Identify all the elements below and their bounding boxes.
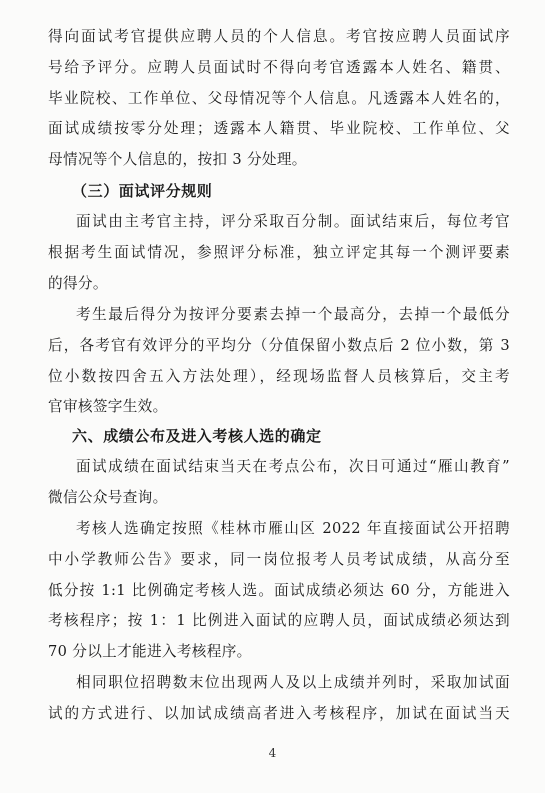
text-line: 考生最后得分为按评分要素去掉一个最高分，去掉一个最低分 [76,306,510,323]
text-line: 70 分以上才能进入考核程序。 [48,643,252,661]
paragraph-interview-confidentiality [48,22,510,176]
text-line: 位小数按四舍五入方法处理），经现场监督人员核算后，交主考 [48,367,510,385]
text-line: 面试成绩在面试结束当天在考点公布，次日可通过“雁山教育” [76,458,510,475]
text-line: 考核人选确定按照《桂林市雁山区 2022 年直接面试公开招聘 [76,520,510,537]
text-line: 的得分。 [48,274,108,292]
text-line: 中小学教师公告》要求，同一岗位报考人员考试成绩，从高分至 [48,550,510,568]
section-heading-scoring-rules: （三）面试评分规则 [72,182,213,200]
text-line: 面试由主考官主持，评分采取百分制。面试结束后，每位考官 [76,213,510,230]
paragraph-final-score [48,300,510,423]
paragraph-results-publication [48,452,510,514]
text-line: 面试成绩按零分处理；透露本人籍贯、毕业院校、工作单位、父 [48,120,510,138]
page-number: 4 [268,746,277,760]
section-heading-results-announcement: 六、成绩公布及进入考核人选的确定 [72,427,322,445]
text-line: 根据考生面试情况，参照评分标准，独立评定其每一个测评要素 [48,243,510,261]
text-line: 低分按 1:1 比例确定考核人选。面试成绩必须达 60 分，方能进入 [48,581,510,599]
text-line: 号给予评分。应聘人员面试时不得向考官透露本人姓名、籍贯、 [48,58,510,76]
text-line: 相同职位招聘数末位出现两人及以上成绩并列时，采取加试面 [76,674,510,691]
text-line: 得向面试考官提供应聘人员的个人信息。考官按应聘人员面试序 [48,28,510,45]
paragraph-scoring-method [48,207,510,299]
text-line: 考核程序；按 1：1 比例进入面试的应聘人员，面试成绩必须达到 [48,612,510,630]
text-line: 微信公众号查询。 [48,488,168,506]
text-line: 官审核签字生效。 [48,398,168,416]
text-line: 试的方式进行、以加试成绩高者进入考核程序，加试在面试当天 [48,704,510,722]
text-line: 毕业院校、工作单位、父母情况等个人信息。凡透露本人姓名的， [48,89,510,107]
text-line: 后，各考官有效评分的平均分（分值保留小数点后 2 位小数，第 3 [48,336,510,354]
text-line: 母情况等个人信息的，按扣 3 分处理。 [48,151,307,169]
paragraph-tie-break [48,668,510,730]
paragraph-assessment-candidates [48,514,510,668]
